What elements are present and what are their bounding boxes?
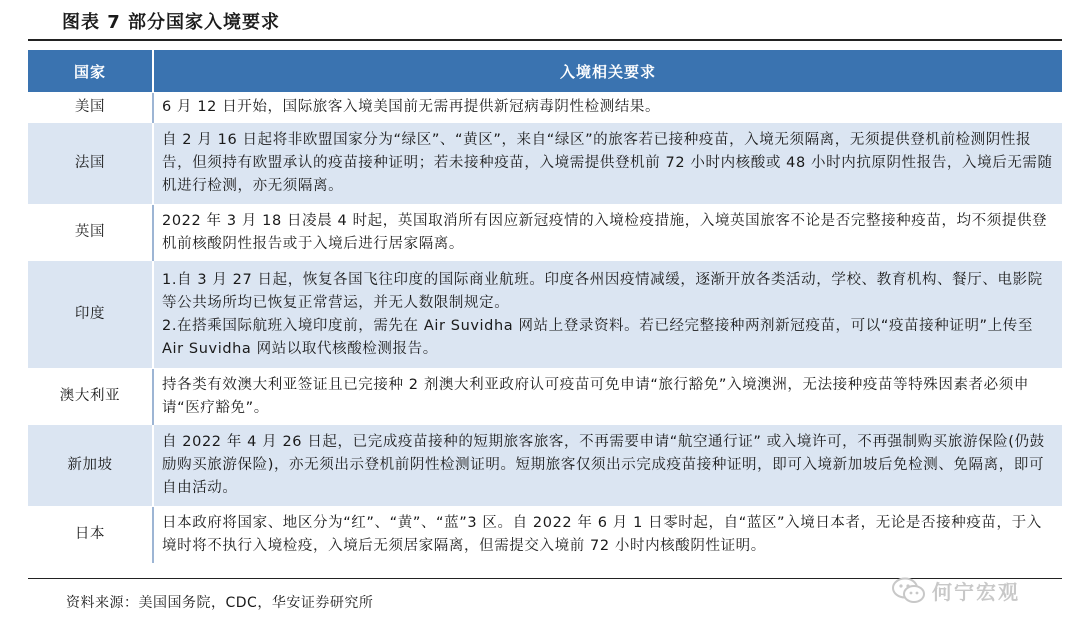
watermark [892,576,1020,605]
table-row [28,425,1062,507]
requirement-cell [153,205,1062,261]
requirement-cell [153,261,1062,369]
requirement-text: 6 月 12 日开始，国际旅客入境美国前无需再提供新冠病毒阴性检测结果。 [162,99,661,115]
requirement-cell [153,369,1062,425]
table-row [28,369,1062,425]
requirement-cell [153,93,1062,123]
requirement-cell [153,123,1062,205]
table-row [28,93,1062,123]
table-row [28,123,1062,205]
country-cell: 日本 [28,507,153,563]
figure-title: 图表 7 部分国家入境要求 [62,12,281,33]
title-rule [28,39,1062,41]
country-cell: 印度 [28,261,153,369]
requirement-text: 自 2022 年 4 月 26 日起，已完成疫苗接种的短期旅客旅客，不再需要申请“航空通行证” 或入境许可，不再强制购买旅游保险(仍鼓励购买旅游保险)，亦无须出示登机前阴性检测证明。短期旅客仅须出示完成疫苗接种证明，即可入境新加坡后免检测、免隔离，即可自由活动。 [162,434,1045,496]
table-row [28,205,1062,261]
table-row [28,507,1062,563]
wechat-icon [892,577,926,605]
country-cell: 法国 [28,123,153,205]
source-note: 资料来源：美国国务院，CDC，华安证券研究所 [66,595,374,611]
country-cell: 美国 [28,93,153,123]
requirement-text: 2.在搭乘国际航班入境印度前，需先在 Air Suvidha 网站上登录资料。若已经完整接种两剂新冠疫苗，可以“疫苗接种证明”上传至 Air Suvidha 网站以取代核酸检测报告。 [162,317,1033,357]
entry-requirements-table [28,50,1062,563]
table-row [28,261,1062,369]
header-requirement: 入境相关要求 [153,50,1062,93]
requirement-cell [153,507,1062,563]
requirement-cell [153,425,1062,507]
requirement-text: 日本政府将国家、地区分为“红”、“黄”、“蓝”3 区。自 2022 年 6 月 1 日零时起，自“蓝区”入境日本者，无论是否接种疫苗，于入境时将不执行入境检疫，入境后无须居家隔离，但需提交入境前 72 小时内核酸阴性证明。 [162,514,1042,554]
requirement-text: 自 2 月 16 日起将非欧盟国家分为“绿区”、“黄区”，来自“绿区”的旅客若已接种疫苗，入境无须隔离，无须提供登机前检测阴性报告，但须持有欧盟承认的疫苗接种证明；若未接种疫苗，入境需提供登机前 72 小时内核酸或 48 小时内抗原阴性报告，入境后无需随机进行检测，亦无须隔离。 [162,132,1053,194]
header-country: 国家 [28,50,153,93]
country-cell: 英国 [28,205,153,261]
requirement-text: 持各类有效澳大利亚签证且已完接种 2 剂澳大利亚政府认可疫苗可免申请“旅行豁免”入境澳洲，无法接种疫苗等特殊因素者必须申请“医疗豁免”。 [162,376,1029,416]
table-header-row [28,50,1062,93]
watermark-text: 何宁宏观 [932,580,1020,604]
country-cell: 新加坡 [28,425,153,507]
requirement-text: 2022 年 3 月 18 日凌晨 4 时起，英国取消所有因应新冠疫情的入境检疫措施，入境英国旅客不论是否完整接种疫苗，均不须提供登机前核酸阴性报告或于入境后进行居家隔离。 [162,212,1048,252]
requirement-text: 1.自 3 月 27 日起，恢复各国飞往印度的国际商业航班。印度各州因疫情减缓，逐渐开放各类活动，学校、教育机构、餐厅、电影院等公共场所均已恢复正常营运，并无人数限制规定。 [162,271,1043,311]
country-cell: 澳大利亚 [28,369,153,425]
